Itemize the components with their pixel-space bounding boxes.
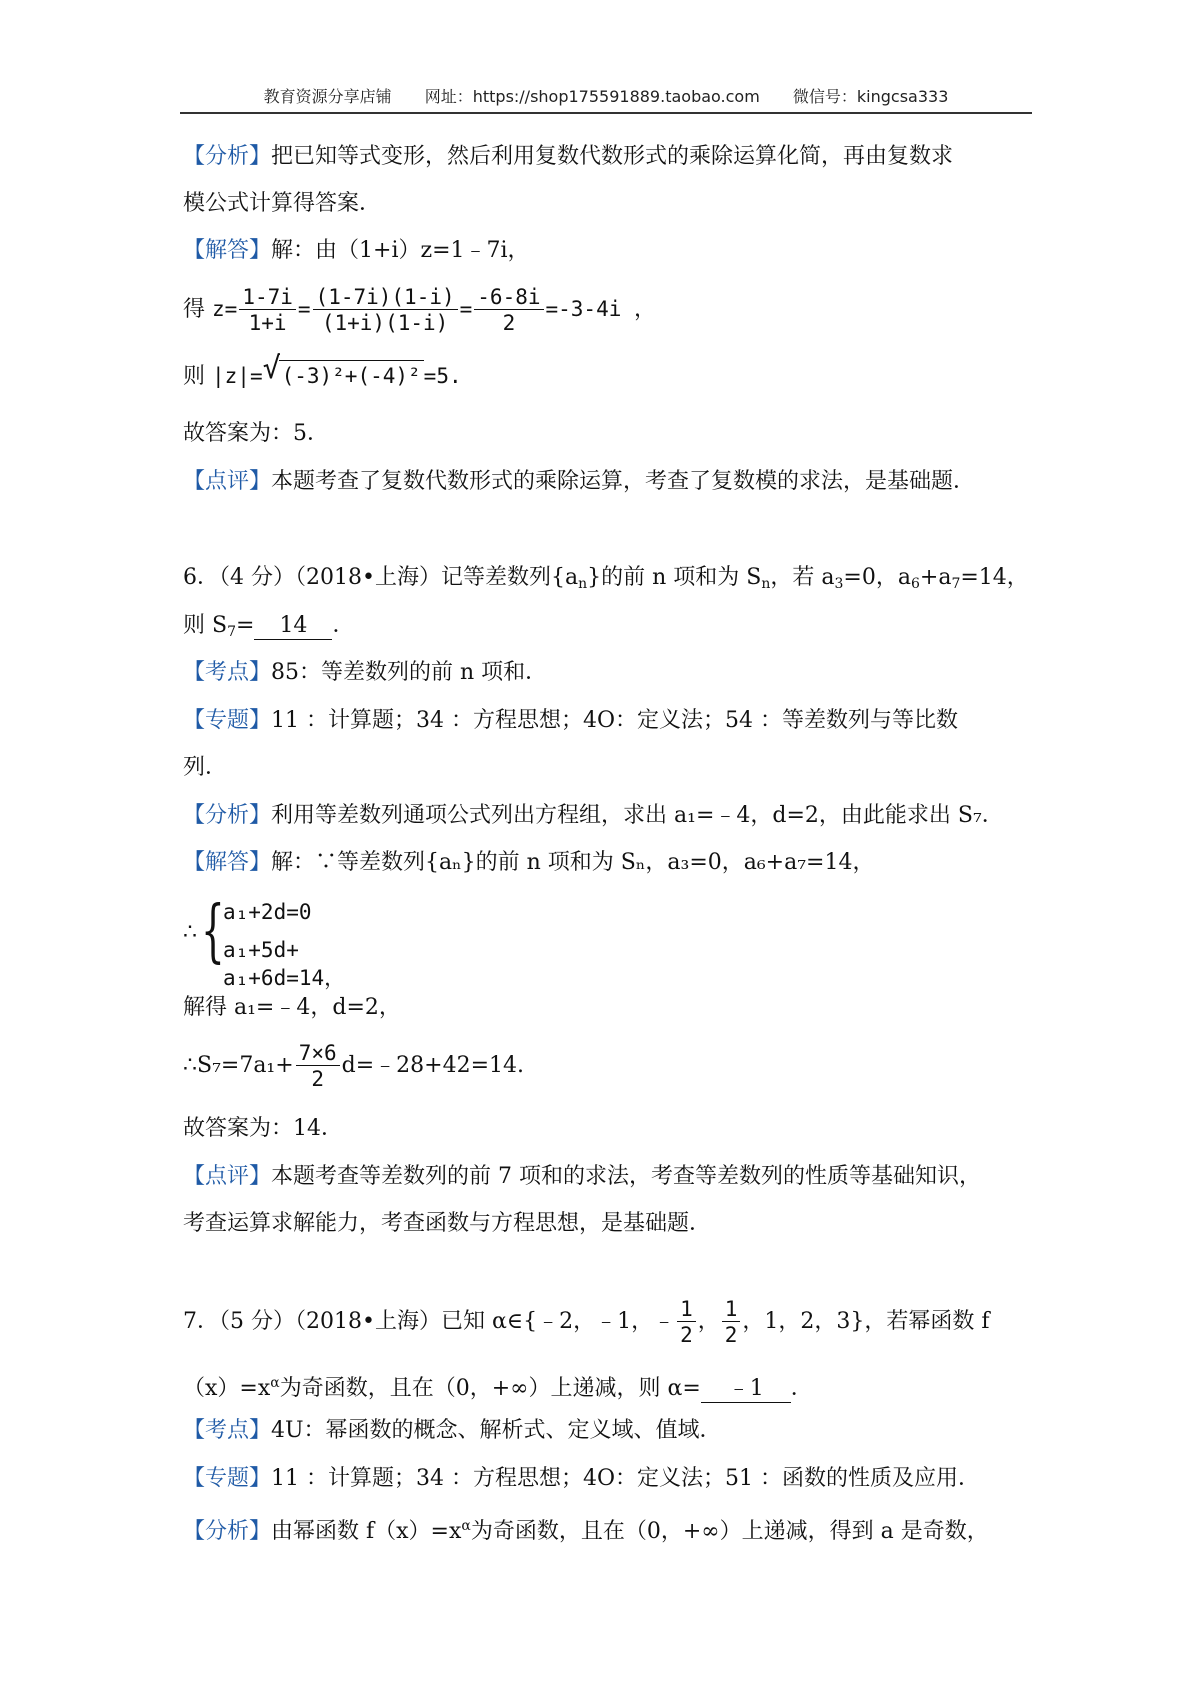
q6-point-text: 85：等差数列的前 n 项和． xyxy=(271,660,548,685)
q5-eq2: = xyxy=(459,297,473,321)
q6-topic-text: 11 ：计算题；34 ：方程思想；4O：定义法；54 ：等差数列与等比数 xyxy=(271,708,959,733)
q6-stem-cont: 则 $S_7= 14$ ． xyxy=(183,613,355,640)
q5-frac-2-den: (1+i)(1-i) xyxy=(321,310,449,335)
q6-period: ． xyxy=(332,613,355,638)
shop-url[interactable]: 网址：https://shop175591889.taobao.com xyxy=(424,87,760,106)
q5-frac-2-num: (1-7i)(1-i) xyxy=(313,285,458,310)
q6-s7-line xyxy=(183,1038,524,1094)
q6-solution xyxy=(183,848,874,878)
q5-abs-result: =5. xyxy=(423,364,462,388)
q6-solution-tag: 【解答】 xyxy=(183,850,272,875)
q6-s7-frac xyxy=(296,1041,340,1092)
q6-answer-blank: 14 xyxy=(254,613,332,640)
q5-solution-text: 解：由（1+i）z=1﹣7i， xyxy=(271,238,530,263)
q7-alpha-sup: α xyxy=(270,1375,280,1391)
q5-comment-tag: 【点评】 xyxy=(183,469,272,494)
q6-point-tag: 【考点】 xyxy=(183,660,272,685)
q5-fraction-line xyxy=(183,284,656,336)
q5-analysis-cont: 模公式计算得答案． xyxy=(183,191,382,216)
sqrt-icon: √ (-3)²+(-4)² xyxy=(263,360,424,391)
q7-neg-half-num: 1 xyxy=(677,1297,696,1322)
q7-stem-b: ，1，2，3}，若幂函数 f xyxy=(742,1309,990,1334)
q6-then: 则 S xyxy=(183,613,228,638)
q5-result: =-3-4i xyxy=(545,297,622,321)
q5-z-eq: z= xyxy=(212,297,238,321)
q6-comment-cont: 考查运算求解能力，考查函数与方程思想，是基础题． xyxy=(183,1211,712,1236)
q5-eq1: = xyxy=(297,297,311,321)
q6-analysis-tag: 【分析】 xyxy=(183,803,272,828)
q6-sys-eq1: a₁+2d=0 xyxy=(223,900,312,924)
q7-topic xyxy=(183,1464,980,1494)
q6-stem-a: 6．（4 分）（2018•上海）记等差数列{a xyxy=(183,565,579,590)
q6-topic-cont: 列． xyxy=(183,755,228,780)
q6-stem-b: }的前 n 项和为 S xyxy=(587,565,762,590)
shop-name: 教育资源分享店铺 xyxy=(263,87,392,106)
q5-frac-3 xyxy=(474,285,543,336)
q7-analysis-a: 由幂函数 f（x）=x xyxy=(271,1519,462,1544)
q6-s7-den: 2 xyxy=(311,1066,324,1091)
q5-abs-math xyxy=(212,351,462,388)
q7-half-num: 1 xyxy=(722,1297,741,1322)
q6-s7-num: 7×6 xyxy=(296,1041,340,1066)
q5-frac-3-den: 2 xyxy=(502,310,516,335)
q5-solution-tag: 【解答】 xyxy=(183,238,272,263)
q7-period: ． xyxy=(790,1376,813,1401)
q5-frac-1-num: 1-7i xyxy=(239,285,296,310)
q5-frac-1-den: 1+i xyxy=(248,310,287,335)
q7-stem-a: 7．（5 分）（2018•上海）已知 α∈{﹣2，﹣1，﹣ xyxy=(183,1309,676,1334)
q6-stem-f: =14， xyxy=(960,565,1029,590)
header-divider xyxy=(180,112,1032,114)
q7-analysis xyxy=(183,1511,989,1547)
q7-neg-half-den: 2 xyxy=(680,1322,693,1347)
q7-topic-text: 11 ：计算题；34 ：方程思想；4O：定义法；51 ：函数的性质及应用． xyxy=(271,1466,981,1491)
q5-frac-1 xyxy=(239,285,296,336)
q6-equation-system xyxy=(183,892,423,990)
q5-frac-3-num: -6-8i xyxy=(474,285,543,310)
q6-analysis-text: 利用等差数列通项公式列出方程组，求出 a₁=﹣4，d=2，由此能求出 S₇． xyxy=(271,803,1004,828)
q5-abs-line xyxy=(183,351,462,392)
q6-sys-eq2-wrap xyxy=(223,938,423,992)
q6-comment xyxy=(183,1162,981,1192)
page-header xyxy=(180,84,1032,107)
q5-final: 故答案为：5． xyxy=(183,421,329,446)
q6-s7-b: d=﹣28+42=14. xyxy=(341,1053,524,1078)
q7-stem-c: （x）=x xyxy=(183,1376,271,1401)
q7-stem-d: 为奇函数，且在（0，+∞）上递减，则 α= xyxy=(279,1376,701,1401)
q7-point-tag: 【考点】 xyxy=(183,1418,272,1443)
q7-neg-half xyxy=(677,1297,696,1348)
q5-comment-text: 本题考查了复数代数形式的乘除运算，考查了复数模的求法，是基础题． xyxy=(271,469,976,494)
q7-point xyxy=(183,1416,722,1446)
q7-point-text: 4U：幂函数的概念、解析式、定义域、值域． xyxy=(271,1418,722,1443)
q6-stem-e: +a xyxy=(919,565,952,590)
q7-analysis-b: 为奇函数，且在（0，+∞）上递减，得到 a 是奇数， xyxy=(470,1519,989,1544)
q7-analysis-alpha: α xyxy=(461,1518,471,1534)
q6-final: 故答案为：14． xyxy=(183,1116,343,1141)
therefore-icon: ∴ xyxy=(183,920,197,945)
q6-eq: = xyxy=(236,613,255,638)
q7-stem-comma: ， xyxy=(697,1309,720,1334)
q6-comment-text: 本题考查等差数列的前 7 项和的求法，考查等差数列的性质等基础知识， xyxy=(271,1164,982,1189)
q6-stem-c: ，若 a xyxy=(770,565,835,590)
q6-topic xyxy=(183,706,958,736)
q5-abs-z: |z|= xyxy=(212,364,263,388)
q6-solve: 解得 a₁=﹣4，d=2， xyxy=(183,995,401,1020)
q6-solution-text: 解：∵等差数列{aₙ}的前 n 项和为 Sₙ，a₃=0，a₆+a₇=14， xyxy=(271,850,875,875)
q5-analysis xyxy=(183,142,953,172)
q5-analysis-tag: 【分析】 xyxy=(183,144,272,169)
q7-stem xyxy=(183,1293,990,1351)
q5-analysis-text: 把已知等式变形，然后利用复数代数形式的乘除运算化简，再由复数求 xyxy=(271,144,954,169)
wechat-id: 微信号：kingcsa333 xyxy=(792,87,949,106)
q7-half-den: 2 xyxy=(724,1322,738,1347)
q5-math xyxy=(212,284,634,335)
q6-topic-tag: 【专题】 xyxy=(183,708,272,733)
q5-comma: ， xyxy=(634,297,657,322)
q6-analysis xyxy=(183,801,1004,831)
q7-answer-blank: ﹣1 xyxy=(701,1376,791,1403)
q6-sys-comma: ， xyxy=(324,966,346,990)
q5-comment xyxy=(183,467,975,497)
q7-half xyxy=(722,1297,741,1348)
left-brace-icon: { xyxy=(201,892,225,971)
q6-s7-a: ∴S₇=7a₁+ xyxy=(183,1053,294,1078)
q6-sys-eq2: a₁+5d+ a₁+6d=14 xyxy=(223,938,325,990)
q6-stem-d: =0，a xyxy=(843,565,911,590)
q5-solution xyxy=(183,236,530,266)
q6-comment-tag: 【点评】 xyxy=(183,1164,272,1189)
q6-point xyxy=(183,658,547,688)
q5-ze: 则 xyxy=(183,364,206,389)
q5-frac-2 xyxy=(313,285,458,336)
q7-topic-tag: 【专题】 xyxy=(183,1466,272,1491)
q7-analysis-tag: 【分析】 xyxy=(183,1519,272,1544)
q5-de: 得 xyxy=(183,297,206,322)
q5-sqrt-body: (-3)²+(-4)² xyxy=(279,360,424,391)
q6-stem: 6．（4 分）（2018•上海）记等差数列$\{a_n\}$的前 n 项和为 $S_n$，若 $a_3=0$，$a_6+a_7=14$， xyxy=(183,565,1029,592)
q7-stem-cont xyxy=(183,1368,813,1404)
